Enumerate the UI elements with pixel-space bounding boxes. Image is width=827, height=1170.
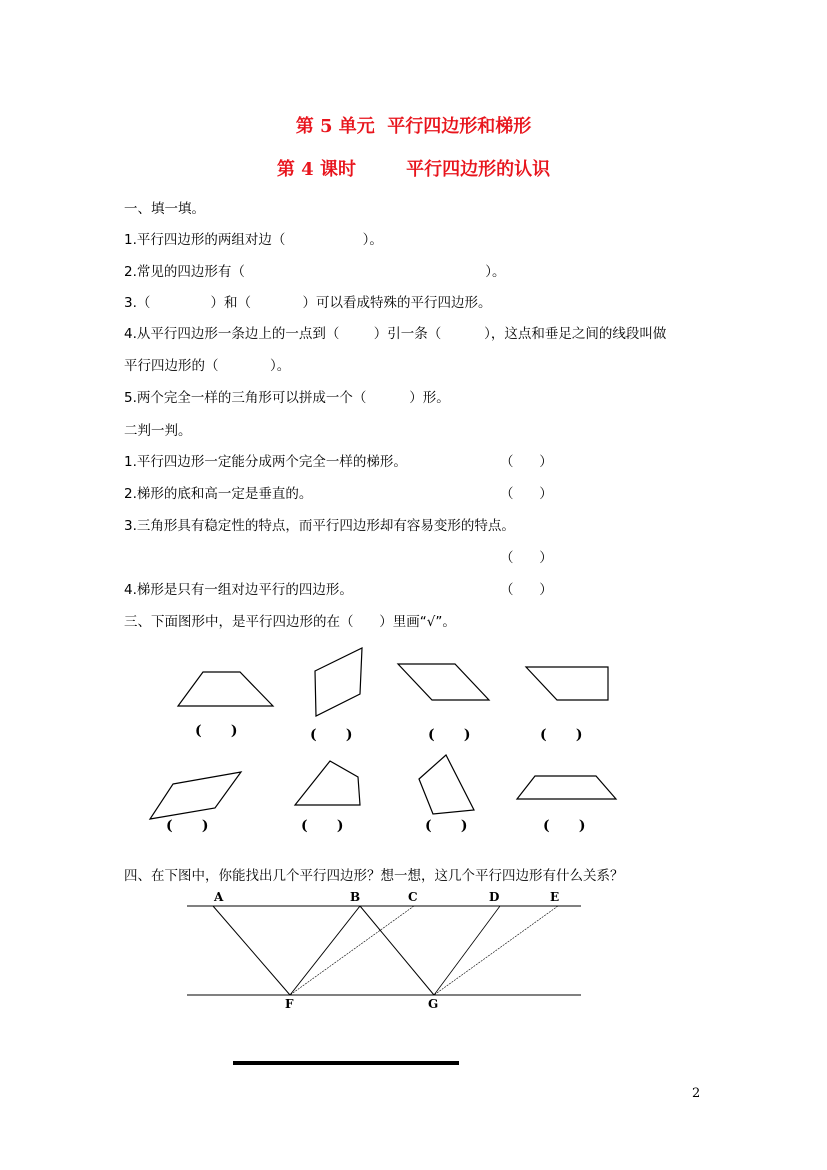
shape-answer-8[interactable]: ( ) — [543, 818, 586, 834]
shape-answer-4[interactable]: ( ) — [540, 727, 583, 743]
section2-question-1: 1.平行四边形一定能分成两个完全一样的梯形。 — [124, 454, 407, 470]
section2-heading: 二判一判。 — [124, 423, 192, 439]
section3-heading: 三、下面图形中，是平行四边形的在（ ）里画“√”。 — [124, 614, 456, 630]
shape-parallelogram-2 — [398, 664, 489, 700]
shape-trapezoid-2 — [526, 667, 608, 700]
shape-answer-3[interactable]: ( ) — [428, 727, 471, 743]
shape-quadrilateral-2 — [419, 755, 474, 814]
shape-answer-5[interactable]: ( ) — [166, 818, 209, 834]
point-label-D: D — [489, 890, 500, 904]
section2-answer-1[interactable]: （ ） — [500, 454, 553, 470]
section2-answer-2[interactable]: （ ） — [500, 486, 553, 502]
point-label-E: E — [550, 890, 560, 904]
section2-question-2: 2.梯形的底和高一定是垂直的。 — [124, 486, 313, 502]
shape-trapezoid-1 — [178, 672, 273, 706]
segment-E-G — [434, 906, 558, 995]
lesson-title: 第 4 课时 平行四边形的认识 — [276, 159, 551, 180]
section1-question-5: 5.两个完全一样的三角形可以拼成一个（ ）形。 — [124, 390, 450, 406]
segment-B-F — [290, 906, 360, 995]
shape-answer-1[interactable]: ( ) — [195, 723, 238, 739]
shape-parallelogram-3 — [150, 772, 241, 819]
shape-answer-2[interactable]: ( ) — [310, 727, 353, 743]
section1-question-4a: 4.从平行四边形一条边上的一点到（ ）引一条（ ），这点和垂足之间的线段叫做 — [124, 326, 667, 342]
section2-answer-3[interactable]: （ ） — [500, 550, 553, 566]
section1-question-3: 3.（ ）和（ ）可以看成特殊的平行四边形。 — [124, 295, 492, 311]
point-label-G: G — [428, 997, 439, 1011]
section1-question-2: 2.常见的四边形有（ ）。 — [124, 264, 506, 280]
shape-answer-6[interactable]: ( ) — [301, 818, 344, 834]
section4-heading: 四、在下图中，你能找出几个平行四边形？想一想，这几个平行四边形有什么关系？ — [124, 868, 624, 884]
segment-A-F — [213, 906, 290, 995]
section2-question-4: 4.梯形是只有一组对边平行的四边形。 — [124, 582, 353, 598]
shape-quadrilateral-1 — [295, 761, 360, 805]
shape-trapezoid-3 — [517, 776, 616, 799]
point-label-F: F — [285, 997, 294, 1011]
section1-question-1: 1.平行四边形的两组对边（ ）。 — [124, 232, 383, 248]
point-label-C: C — [408, 890, 418, 904]
point-label-B: B — [350, 890, 361, 904]
section1-heading: 一、填一填。 — [124, 201, 205, 217]
shape-answer-7[interactable]: ( ) — [425, 818, 468, 834]
unit-title: 第 5 单元 平行四边形和梯形 — [295, 116, 532, 137]
point-label-A: A — [214, 890, 224, 904]
section1-question-4b: 平行四边形的（ ）。 — [124, 358, 291, 374]
footer-bar — [233, 1061, 459, 1065]
shape-parallelogram-1 — [315, 648, 362, 716]
section2-question-3: 3.三角形具有稳定性的特点，而平行四边形却有容易变形的特点。 — [124, 518, 515, 534]
segment-D-G — [434, 906, 500, 995]
section2-answer-4[interactable]: （ ） — [500, 582, 553, 598]
segment-B-G — [360, 906, 434, 995]
page-number: 2 — [692, 1086, 701, 1101]
segment-C-F — [290, 906, 414, 995]
